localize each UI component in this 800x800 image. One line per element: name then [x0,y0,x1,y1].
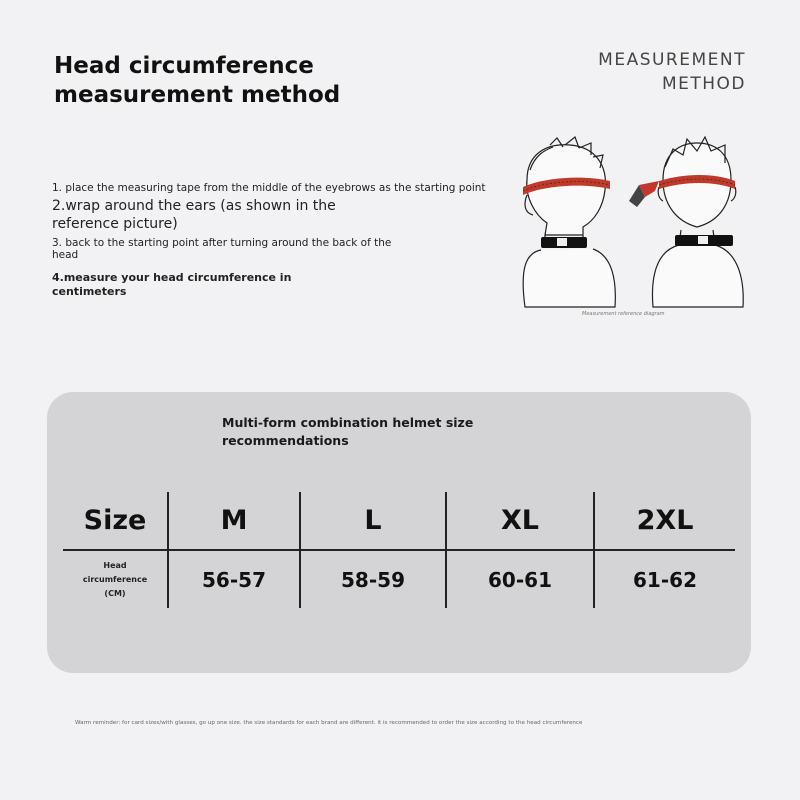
panel-title: Multi-form combination helmet size recommendations [222,415,474,448]
value-l: 58-59 [341,567,405,592]
size-m: M [220,505,248,536]
step-2: 2.wrap around the ears (as shown in the reference picture) [52,198,336,232]
head-measurement-illustration [505,135,745,315]
head-circumference-label [63,551,167,608]
method-badge [598,48,746,96]
size-xl: XL [500,505,540,536]
side-view-head [523,137,615,307]
value-m: 56-57 [202,567,266,592]
row-label-line-2: circumference [82,574,148,584]
size-header: Size [83,505,147,536]
instruction-steps [52,182,502,299]
step-4: 4.measure your head circumference in centimeters [52,271,292,298]
illustration-caption: Measurement reference diagram [582,311,665,317]
row-label-line-3: (CM) [104,588,126,598]
row-label-line-1: Head [103,560,127,570]
size-2xl: 2XL [636,505,694,536]
step-3: 3. back to the starting point after turning around the back of the head [52,237,392,261]
step-1: 1. place the measuring tape from the middle of the eyebrows as the starting point [52,182,486,194]
warm-reminder: Warm reminder: for card sizes/with glasses, go up one size. the size standards for each brand are different. it is recommended to order the size according to the head circumference [75,720,583,726]
badge-line-2: METHOD [661,74,746,94]
size-table [63,492,735,608]
page-title: Head circumference measurement method [54,53,341,108]
front-view-head [652,137,743,307]
value-2xl: 61-62 [633,567,697,592]
size-recommendation-panel [47,392,751,673]
badge-line-1: MEASUREMENT [598,50,746,70]
value-xl: 60-61 [488,567,552,592]
size-l: L [364,505,382,536]
